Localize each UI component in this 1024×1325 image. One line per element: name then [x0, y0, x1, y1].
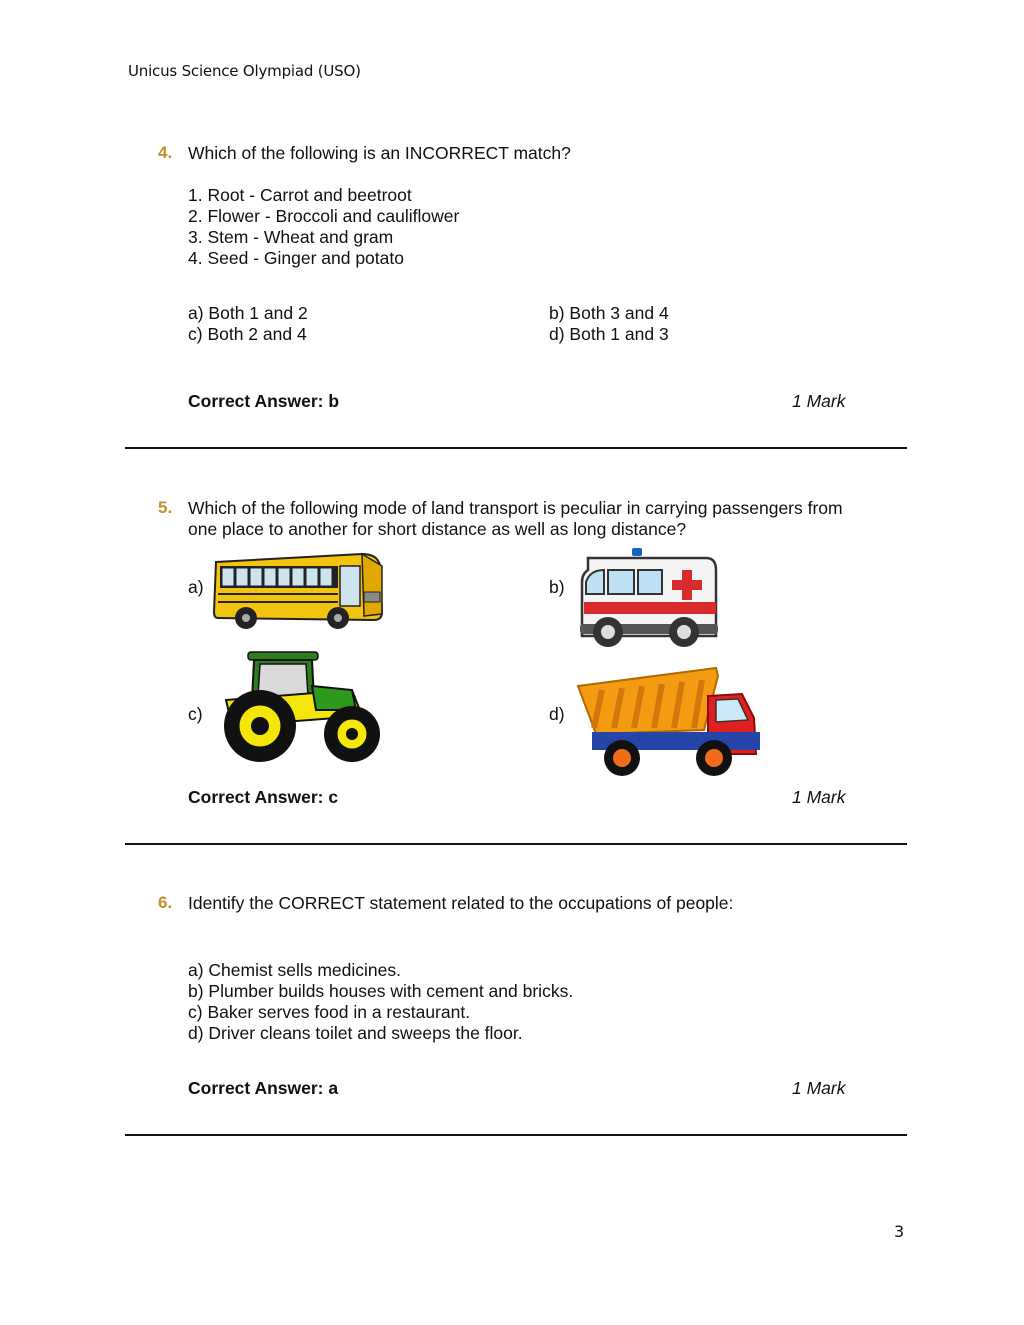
question-number: 6.: [158, 893, 173, 912]
statement: 3. Stem - Wheat and gram: [188, 227, 394, 247]
option-c-label: c): [188, 704, 203, 724]
question-text-line1: Which of the following mode of land transport is peculiar in carrying passengers from: [188, 498, 843, 518]
question-text: Identify the CORRECT statement related to the occupations of people:: [188, 893, 734, 913]
option-c: c) Both 2 and 4: [188, 324, 307, 344]
option-a-label: a): [188, 577, 204, 597]
option-a: a) Chemist sells medicines.: [188, 960, 401, 980]
option-c: c) Baker serves food in a restaurant.: [188, 1002, 471, 1022]
ambulance-image: [578, 548, 720, 650]
option-b-label: b): [549, 577, 565, 597]
section-divider: [125, 1134, 907, 1136]
page-number: 3: [894, 1222, 905, 1241]
option-b: b) Both 3 and 4: [549, 303, 669, 323]
option-b: b) Plumber builds houses with cement and bricks.: [188, 981, 574, 1001]
correct-answer: Correct Answer: c: [188, 787, 339, 807]
section-divider: [125, 843, 907, 845]
statement: 2. Flower - Broccoli and cauliflower: [188, 206, 460, 226]
option-list: [188, 960, 573, 1044]
question-number: 4.: [158, 143, 173, 162]
mark-label: 1 Mark: [792, 787, 846, 807]
correct-answer: Correct Answer: a: [188, 1078, 339, 1098]
section-divider: [125, 447, 907, 449]
mark-label: 1 Mark: [792, 391, 846, 411]
question-text: Which of the following is an INCORRECT match?: [188, 143, 571, 163]
option-d-label: d): [549, 704, 565, 724]
dump-truck-image: [578, 668, 760, 780]
correct-answer: Correct Answer: b: [188, 391, 340, 411]
statement-list: [188, 185, 459, 269]
question-text-line2: one place to another for short distance as well as long distance?: [188, 519, 687, 539]
option-d: d) Driver cleans toilet and sweeps the floor.: [188, 1023, 523, 1043]
school-bus-image: [212, 552, 384, 632]
option-d: d) Both 1 and 3: [549, 324, 669, 344]
question-number: 5.: [158, 498, 173, 517]
statement: 1. Root - Carrot and beetroot: [188, 185, 412, 205]
document-header: Unicus Science Olympiad (USO): [128, 62, 361, 80]
tractor-image: [222, 650, 382, 764]
option-a: a) Both 1 and 2: [188, 303, 308, 323]
mark-label: 1 Mark: [792, 1078, 846, 1098]
statement: 4. Seed - Ginger and potato: [188, 248, 404, 268]
